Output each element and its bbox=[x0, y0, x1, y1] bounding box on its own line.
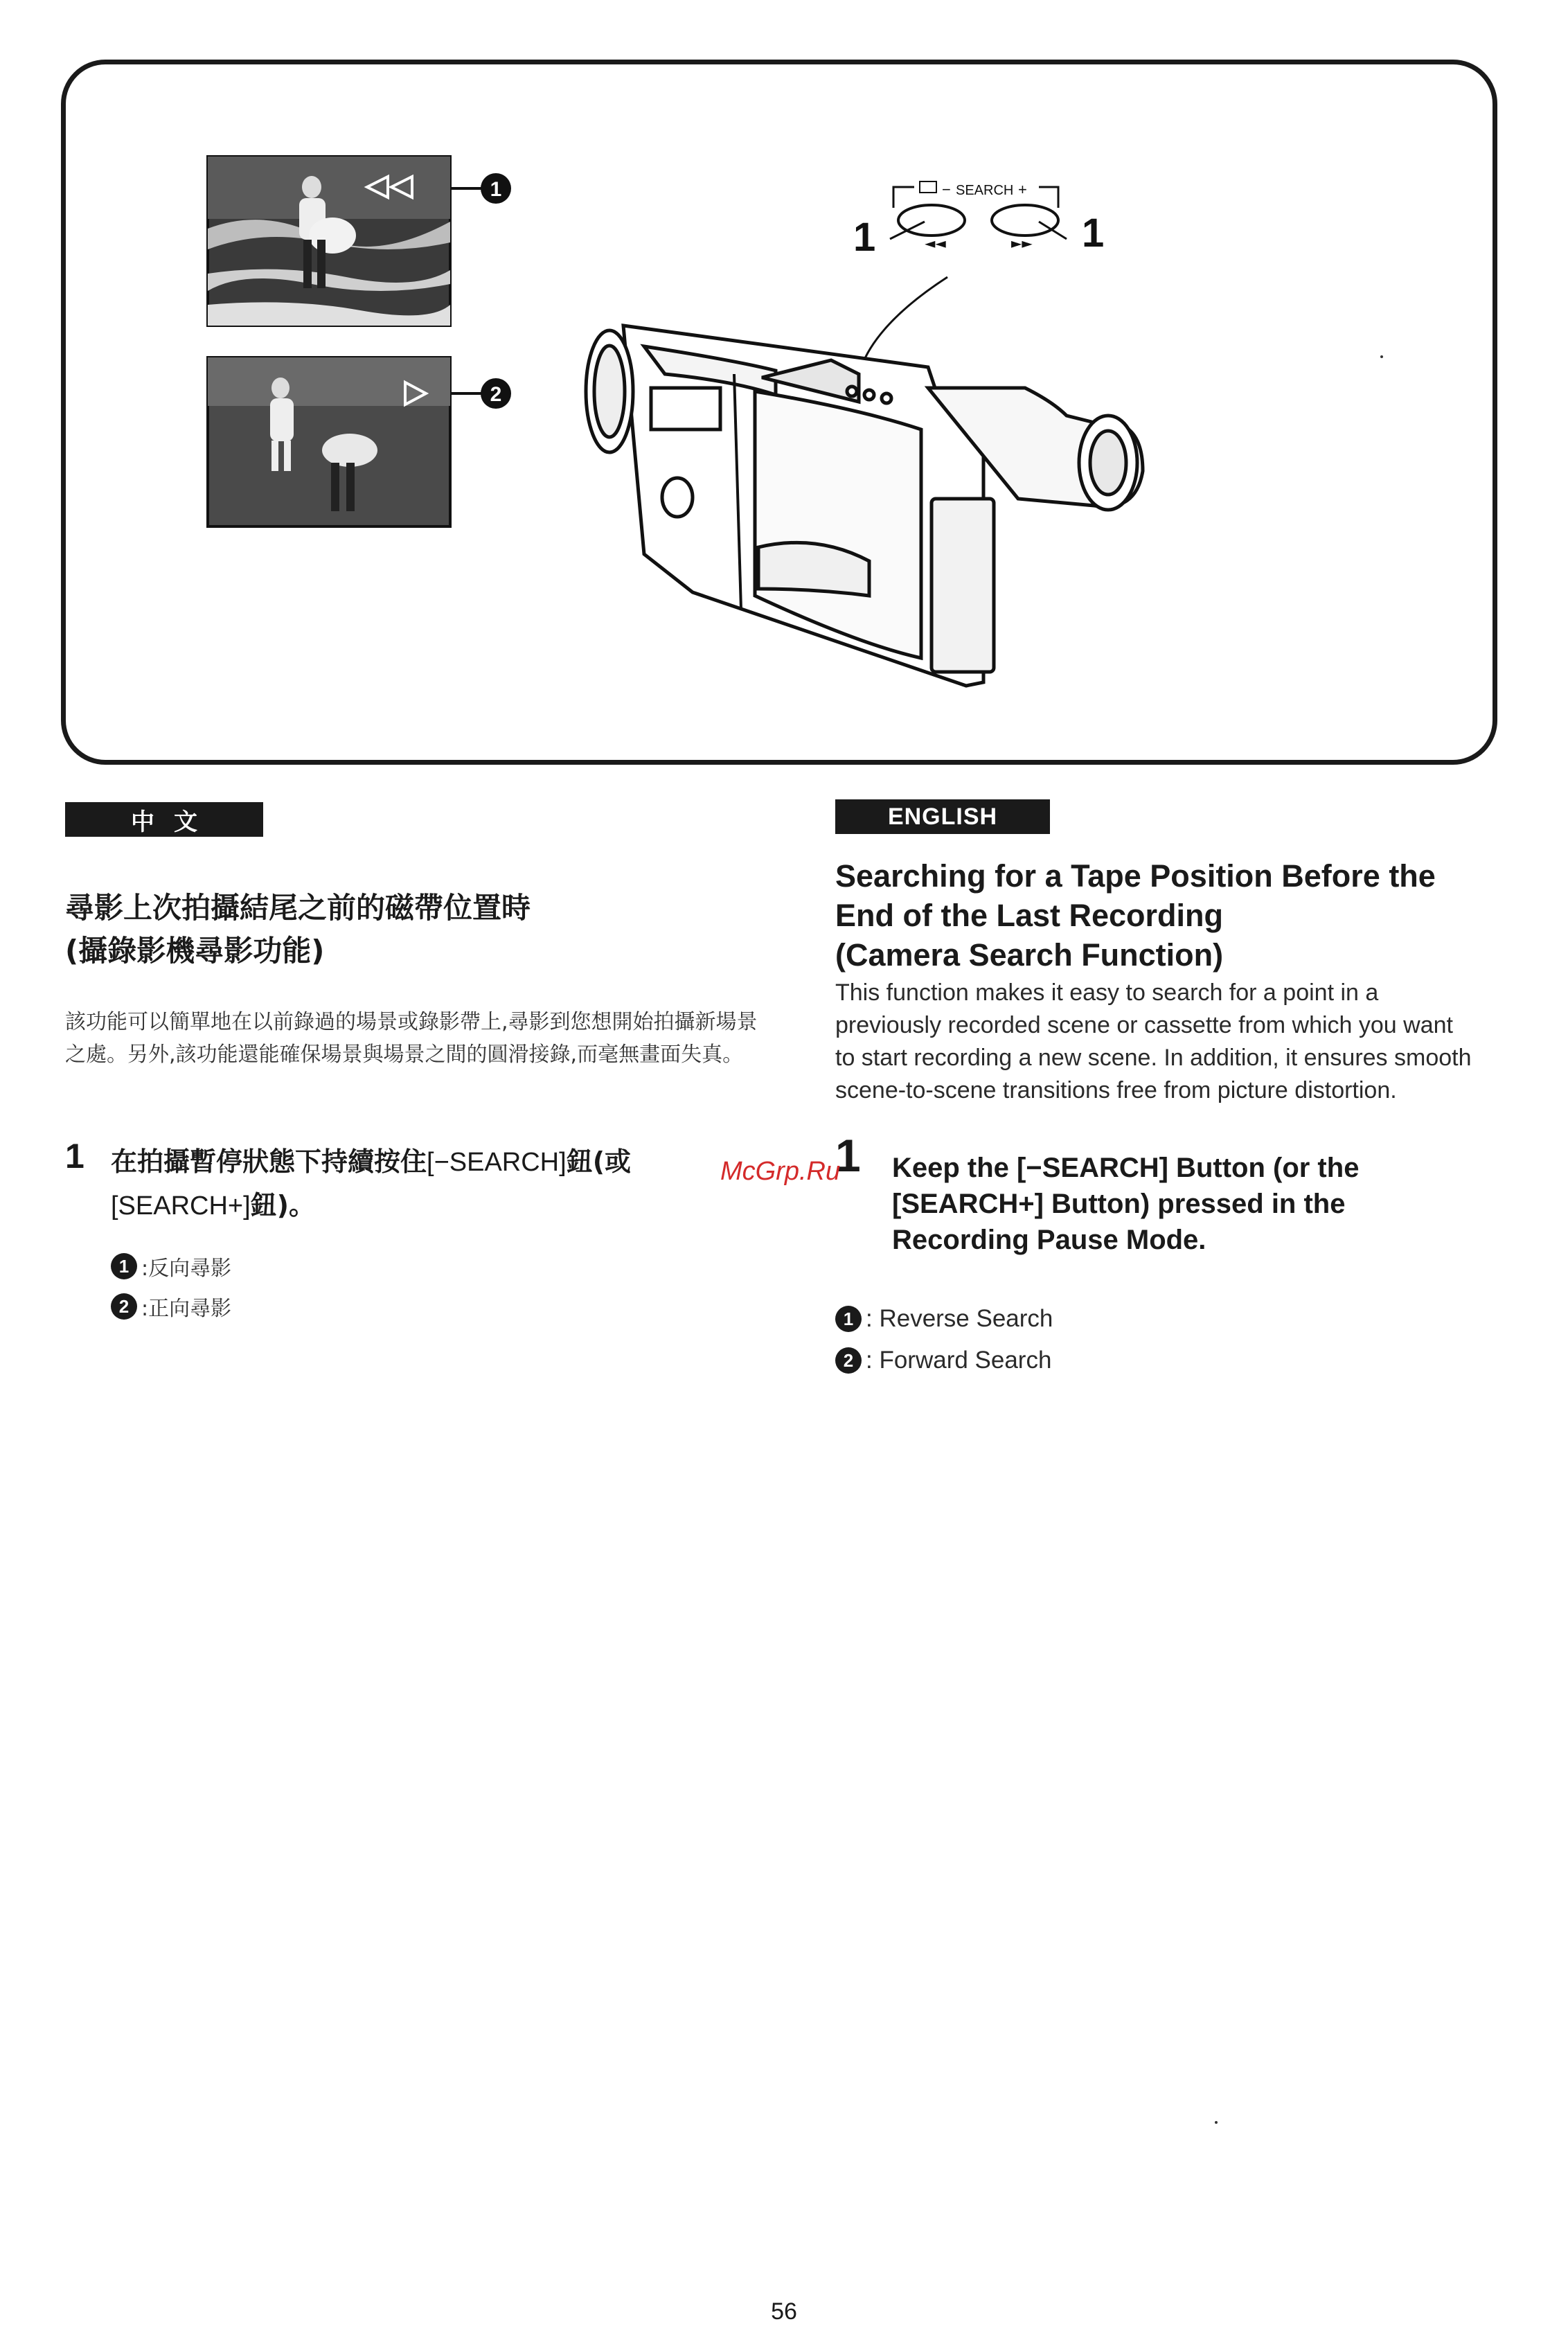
chinese-step-text bbox=[111, 1140, 762, 1227]
callout-badge-1 bbox=[481, 173, 511, 204]
callout-2-label: 2 bbox=[490, 383, 502, 406]
stray-dot bbox=[1215, 2121, 1218, 2124]
legend-1-badge-icon: 1 bbox=[835, 1306, 862, 1332]
chinese-legend-2-text: :正向尋影 bbox=[141, 1297, 232, 1321]
search-plus-button bbox=[992, 205, 1058, 236]
english-legend-forward bbox=[835, 1347, 1051, 1374]
callout-1-label: 1 bbox=[490, 178, 502, 201]
chinese-step-btn-b: [SEARCH+] bbox=[111, 1191, 251, 1221]
rewind-icon: ◄◄ bbox=[925, 235, 946, 251]
page-number: 56 bbox=[771, 2298, 797, 2325]
chinese-body: 該功能可以簡單地在以前錄過的場景或錄影帶上,尋影到您想開始拍攝新場景之處。另外,該功能還能確保場景與場景之間的圓滑接錄,而毫無畫面失真。 bbox=[65, 1010, 758, 1067]
english-title-line-2: End of the Last Recording bbox=[835, 898, 1224, 933]
svg-text:+: + bbox=[1018, 181, 1027, 198]
english-step-number: 1 bbox=[835, 1130, 861, 1181]
chinese-step-number: 1 bbox=[65, 1137, 84, 1176]
step-1-left-label: 1 bbox=[853, 215, 876, 260]
chinese-title-line-1: 尋影上次拍攝結尾之前的磁帶位置時 bbox=[65, 891, 531, 925]
camera-search-icon bbox=[920, 181, 936, 193]
english-title-line-1: Searching for a Tape Position Before the bbox=[835, 858, 1436, 894]
chinese-legend-1-text: :反向尋影 bbox=[141, 1257, 232, 1281]
english-title-line-3: (Camera Search Function) bbox=[835, 937, 1224, 973]
legend-1-badge-icon: 1 bbox=[111, 1253, 137, 1279]
english-legend-reverse bbox=[835, 1305, 1053, 1333]
chinese-title-line-2: (攝錄影機尋影功能) bbox=[65, 934, 325, 968]
chinese-title bbox=[65, 887, 758, 973]
english-legend-2-text: : Forward Search bbox=[866, 1347, 1052, 1374]
english-title bbox=[835, 856, 1528, 975]
camcorder-illustration bbox=[0, 0, 1568, 769]
english-legend-1-text: : Reverse Search bbox=[866, 1305, 1053, 1332]
chinese-step-text-a: 在拍攝暫停狀態下持續按住 bbox=[111, 1146, 427, 1177]
chinese-legend-reverse bbox=[111, 1251, 231, 1281]
english-step-text: Keep the [−SEARCH] Button (or the [SEARCH+] Button) pressed in the Recording Pause Mode. bbox=[892, 1153, 1360, 1255]
search-label: SEARCH bbox=[956, 183, 1014, 198]
chinese-step-text-b: 鈕(或 bbox=[566, 1146, 632, 1177]
callout-badge-2 bbox=[481, 378, 511, 409]
forward-search-screen bbox=[208, 357, 450, 526]
chinese-step-btn-a: [−SEARCH] bbox=[427, 1148, 567, 1177]
chinese-legend-forward bbox=[111, 1291, 231, 1322]
english-section-tag: ENGLISH bbox=[835, 799, 1050, 834]
chinese-section-tag: 中文 bbox=[65, 802, 263, 837]
chinese-step-text-c: 鈕)。 bbox=[250, 1190, 316, 1221]
fast-forward-icon: ►► bbox=[1011, 235, 1033, 251]
legend-2-badge-icon: 2 bbox=[111, 1293, 137, 1320]
english-body: This function makes it easy to search for a point in a previously recorded scene or cassette from which you want to start recording a new scene. In addition, it ensures smooth scene-to-scene transitions free from picture distortion. bbox=[835, 979, 1472, 1103]
step-1-right-label: 1 bbox=[1082, 211, 1105, 256]
svg-text:−: − bbox=[942, 181, 951, 198]
watermark: McGrp.Ru bbox=[720, 1157, 841, 1186]
legend-2-badge-icon: 2 bbox=[835, 1347, 862, 1374]
camcorder-icon bbox=[586, 326, 1143, 686]
search-buttons-detail bbox=[853, 181, 1104, 374]
reverse-search-screen bbox=[208, 157, 450, 326]
